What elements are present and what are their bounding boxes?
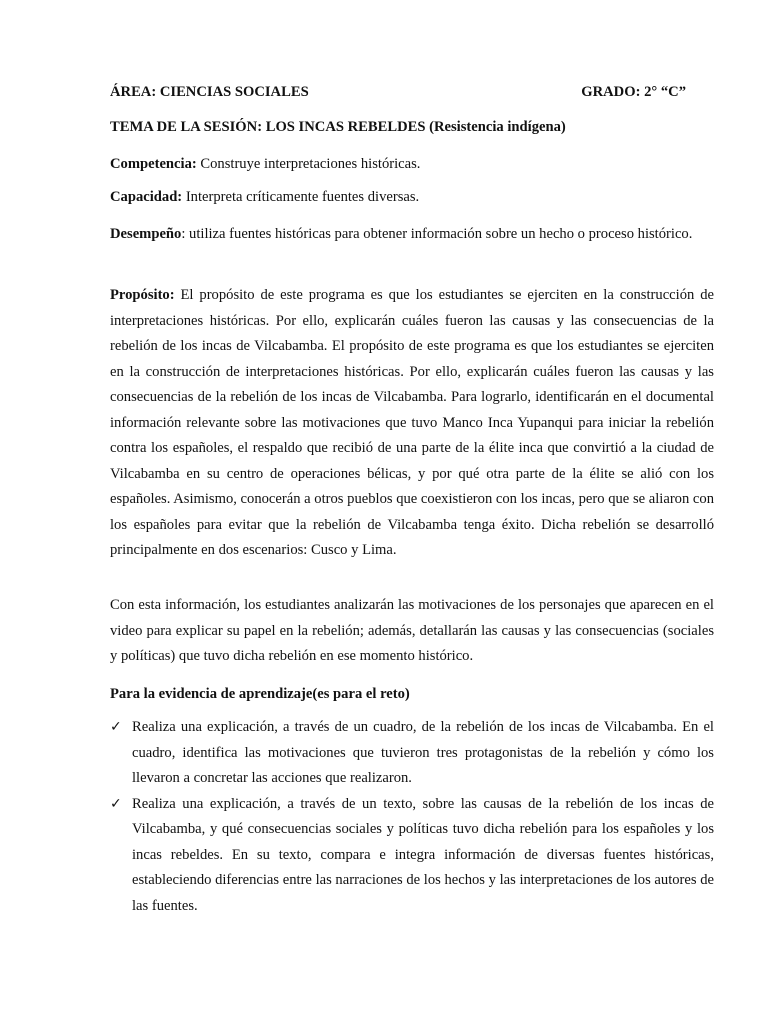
capacidad-label: Capacidad: (110, 189, 183, 205)
evidence-heading: Para la evidencia de aprendizaje(es para el reto) (110, 686, 410, 702)
proposito-text: El propósito de este programa es que los estudiantes se ejerciten en la construcción de interpretaciones históricas. Por ello, explicarán cuáles fueron las causas y las consecuencias de la rebelión de los incas de Vilcabamba. El propósito de este programa es que los estudiantes se ejerciten en la construcción de interpretaciones históricas. Por ello, explicarán cuáles fueron las causas y las consecuencias de la rebelión de los incas de Vilcabamba. Para lograrlo, identificarán en el documental información relevante sobre las motivaciones que tuvo Manco Inca Yupanqui para iniciar la rebelión contra los españoles, el respaldo que recibió de una parte de la élite inca que convirtió a la ciudad de Vilcabamba en su centro de operaciones bélicas, y por qué otra parte de la élite se alió con los españoles. Asimismo, conocerán a otros pueblos que coexistieron con los incas, pero que se aliaron con los españoles para evitar que la rebelión de Vilcabamba tenga éxito. Dicha rebelión se desarrolló principalmente en dos escenarios: Cusco y Lima. (110, 287, 714, 558)
competencia-paragraph (110, 152, 714, 178)
capacidad-text: Interpreta críticamente fuentes diversas. (182, 189, 420, 205)
bullet-text: Realiza una explicación, a través de un texto, sobre las causas de la rebelión de los incas de Vilcabamba, y qué consecuencias sociales y políticas tuvo dicha rebelión para los españoles y los incas rebeldes. En su texto, compara e integra información de diversas fuentes históricas, estableciendo diferencias entre las narraciones de los hechos y las interpretaciones de los autores de las fuentes. (132, 795, 714, 914)
bullet-text: Realiza una explicación, a través de un cuadro, de la rebelión de los incas de Vilcabamba. En el cuadro, identifica las motivaciones que tuvieron tres protagonistas de la rebelión y cómo los llevaron a concretar las acciones que realizaron. (132, 719, 714, 786)
proposito-paragraph (110, 283, 714, 564)
competencia-text: Construye interpretaciones históricas. (196, 156, 421, 172)
list-item (110, 792, 714, 920)
desempeno-label: Desempeño (110, 226, 182, 242)
desempeno-paragraph (110, 222, 714, 248)
proposito-label: Propósito: (110, 287, 175, 303)
information-paragraph: Con esta información, los estudiantes analizarán las motivaciones de los personajes que aparecen en el video para explicar su papel en la rebelión; además, detallarán las causas y las consecuencias (sociales y políticas) que tuvo dicha rebelión en ese momento histórico. (110, 597, 714, 664)
evidence-list (110, 715, 714, 919)
area-label: ÁREA: CIENCIAS SOCIALES (110, 84, 309, 100)
list-item (110, 715, 714, 792)
competencia-label: Competencia: (110, 156, 197, 172)
desempeno-text: : utiliza fuentes históricas para obtener información sobre un hecho o proceso histórico. (181, 226, 693, 242)
capacidad-paragraph (110, 185, 714, 211)
check-mark-icon: ✓ (110, 795, 122, 812)
header-row (110, 84, 686, 101)
check-mark-icon: ✓ (110, 719, 122, 735)
grado-label: GRADO: 2° “C” (581, 84, 686, 100)
session-title: TEMA DE LA SESIÓN: LOS INCAS REBELDES (Resistencia indígena) (110, 119, 566, 135)
